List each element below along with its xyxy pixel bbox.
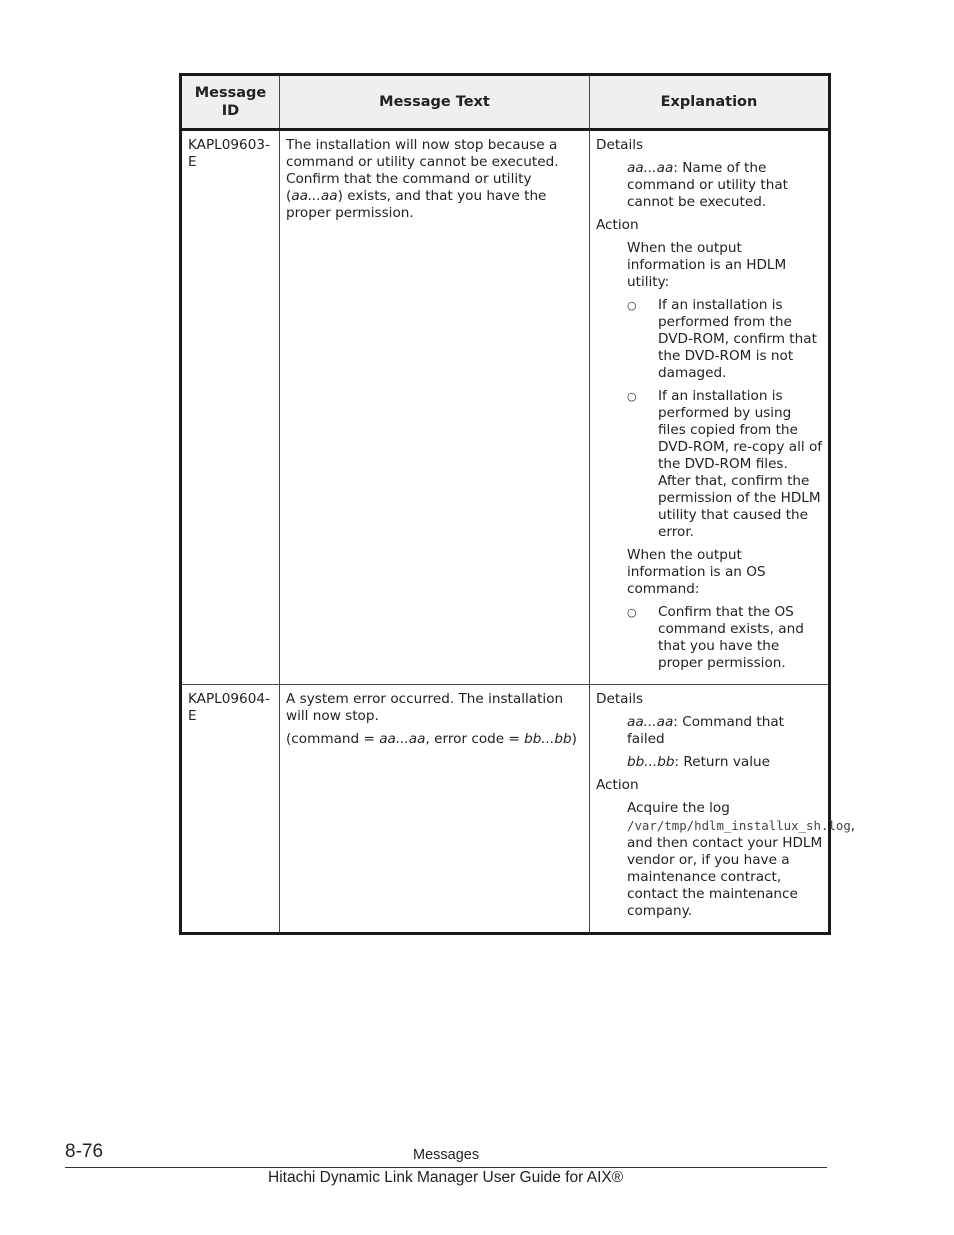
table-header-row bbox=[181, 75, 830, 130]
message-text-part: (command = bbox=[286, 731, 380, 747]
message-text-part: ) bbox=[571, 731, 577, 747]
detail-text: : Command that failed bbox=[627, 714, 784, 747]
action-text-part: , and then contact your HDLM vendor or, if you have a maintenance contract, contact the maintenance company. bbox=[627, 818, 856, 919]
explanation-cell bbox=[590, 130, 830, 685]
table-row bbox=[181, 130, 830, 685]
page-number: 8-76 bbox=[65, 1141, 104, 1162]
details-label: Details bbox=[596, 691, 644, 707]
footer-divider bbox=[65, 1167, 827, 1168]
variable-placeholder: aa...aa bbox=[627, 714, 674, 730]
detail-item bbox=[627, 714, 823, 748]
list-item bbox=[627, 388, 823, 541]
table-row bbox=[181, 685, 830, 934]
action-intro-os: When the output information is an OS command: bbox=[627, 547, 766, 597]
detail-text: : Name of the command or utility that cannot be executed. bbox=[627, 160, 788, 210]
bullet-icon: ○ bbox=[627, 390, 637, 403]
action-text-part: Acquire the log bbox=[627, 800, 730, 816]
bullet-list bbox=[627, 297, 823, 541]
action-text bbox=[627, 800, 856, 920]
bullet-list bbox=[627, 604, 823, 672]
detail-text: : Return value bbox=[674, 754, 770, 770]
action-intro-utility: When the output information is an HDLM utility: bbox=[627, 240, 787, 290]
explanation-cell bbox=[590, 685, 856, 934]
details-label: Details bbox=[596, 137, 644, 153]
bullet-text: Confirm that the OS command exists, and that you have the proper permission. bbox=[658, 604, 804, 671]
footer-book-title: Hitachi Dynamic Link Manager User Guide for AIX® bbox=[268, 1169, 624, 1186]
action-label: Action bbox=[596, 777, 639, 793]
list-item bbox=[627, 604, 823, 672]
variable-placeholder: aa...aa bbox=[379, 731, 426, 747]
variable-placeholder: aa...aa bbox=[291, 188, 338, 204]
message-text-cell bbox=[280, 685, 590, 934]
message-id-cell: KAPL09604-E bbox=[181, 685, 280, 934]
bullet-text: If an installation is performed from the DVD-ROM, confirm that the DVD-ROM is not damaged. bbox=[658, 297, 817, 381]
message-id-cell: KAPL09603-E bbox=[181, 130, 280, 685]
action-label: Action bbox=[596, 217, 639, 233]
detail-item bbox=[627, 754, 823, 771]
log-file-path: /var/tmp/hdlm_installux_sh.log bbox=[627, 818, 851, 833]
header-explanation: Explanation bbox=[590, 75, 830, 130]
message-text: A system error occurred. The installation will now stop. bbox=[286, 691, 564, 724]
variable-placeholder: bb...bb bbox=[524, 731, 572, 747]
message-text-part: , error code = bbox=[425, 731, 525, 747]
footer-section-title: Messages bbox=[413, 1147, 480, 1163]
message-text bbox=[286, 137, 584, 222]
message-text bbox=[286, 731, 584, 748]
detail-item bbox=[627, 160, 823, 211]
bullet-icon: ○ bbox=[627, 606, 637, 619]
bullet-icon: ○ bbox=[627, 299, 637, 312]
messages-table bbox=[179, 73, 856, 935]
bullet-text: If an installation is performed by using files copied from the DVD-ROM, re-copy all of the DVD-ROM files. After that, confirm the permission of the HDLM utility that caused the error. bbox=[658, 388, 823, 540]
message-text-part: ) exists, and that you have the proper permission. bbox=[286, 188, 547, 221]
message-text-part: The installation will now stop because a command or utility cannot be executed. Confirm that the command or utility ( bbox=[286, 137, 559, 204]
header-message-text: Message Text bbox=[280, 75, 590, 130]
variable-placeholder: aa...aa bbox=[627, 160, 674, 176]
variable-placeholder: bb...bb bbox=[627, 754, 675, 770]
header-message-id: Message ID bbox=[181, 75, 280, 130]
list-item bbox=[627, 297, 823, 382]
message-text-cell bbox=[280, 130, 590, 685]
